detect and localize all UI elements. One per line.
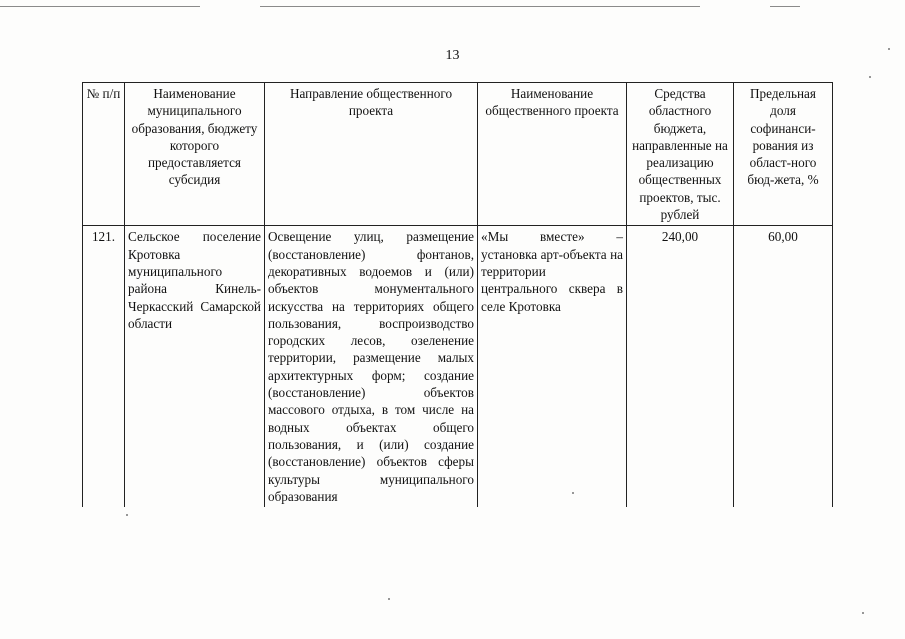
header-max-share: Предельная доля софинанси-рования из област-ного бюд-жета, % [734,83,833,226]
scan-edge-line [0,6,200,7]
cell-number: 121. [83,226,125,507]
header-regional-funds: Средства областного бюджета, направленные на реализацию общественных проектов, тыс. рублей [627,83,734,226]
subsidy-table [82,82,833,507]
scan-edge-line [770,6,800,7]
scan-speck [572,492,574,494]
scan-speck [888,48,890,50]
cell-direction: Освещение улиц, размещение (восстановление) фонтанов, декоративных водоемов и (или) объектов монументального искусства на территориях общего пользования, воспроизводство городских лесов, озеленение территории, размещение малых архитектурных форм; создание (восстановление) объектов массового отдыха, в том числе на водных объектах общего пользования, и (или) создание (восстановление) объектов сферы культуры муниципального образования [265,226,478,507]
table-row [83,226,833,507]
header-number: № п/п [83,83,125,226]
header-project: Наименование общественного проекта [478,83,627,226]
scan-speck [126,514,128,516]
table-header-row [83,83,833,226]
scan-edge-line [260,6,700,7]
scan-speck [862,612,864,614]
page-number: 13 [445,48,460,63]
cell-max-share: 60,00 [734,226,833,507]
scan-speck [869,76,871,78]
cell-regional-funds: 240,00 [627,226,734,507]
cell-municipality: Сельское поселение Кротовка муниципального района Кинель-Черкасский Самарской области [125,226,265,507]
header-direction: Направление общественного проекта [265,83,478,226]
cell-project: «Мы вместе» – установка арт-объекта на территории центрального сквера в селе Кротовка [478,226,627,507]
header-municipality: Наименование муниципального образования, бюджету которого предоставляется субсидия [125,83,265,226]
scan-speck [388,598,390,600]
